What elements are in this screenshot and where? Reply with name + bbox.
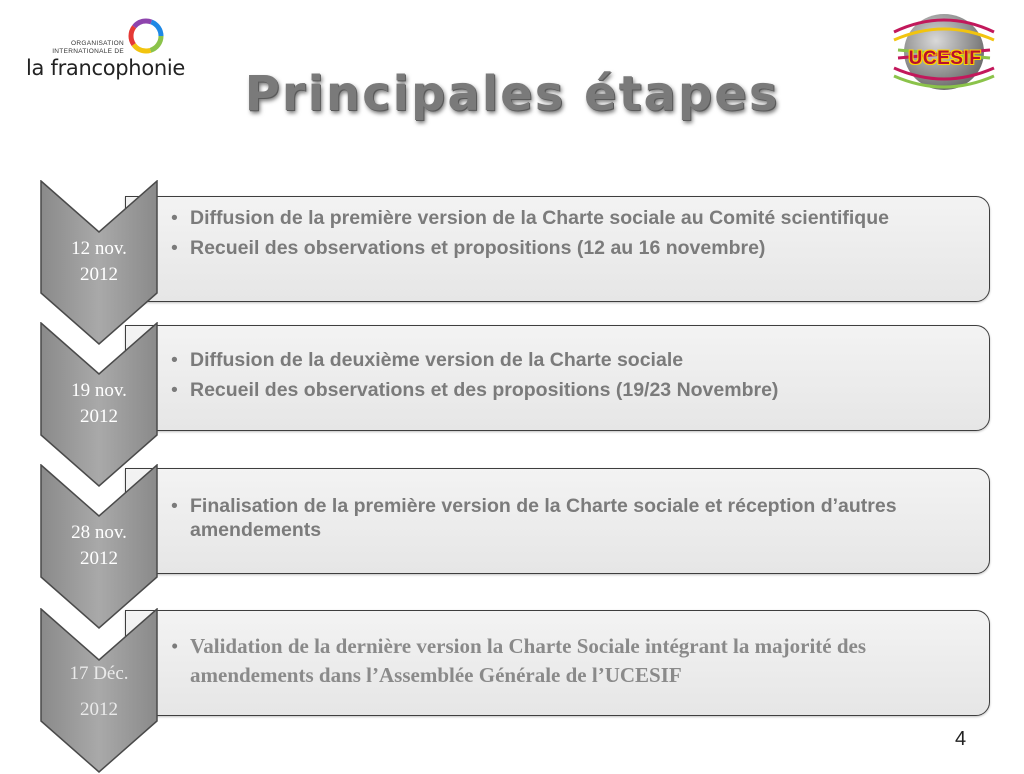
logo-text-internationale: INTERNATIONALE DE — [52, 48, 124, 55]
step-date — [40, 656, 158, 728]
ucesif-logo-text: UCESIF — [908, 48, 982, 69]
logo-text-francophonie: la francophonie — [26, 56, 186, 80]
step-date-day: 17 Déc. — [69, 663, 129, 684]
step-date-year: 2012 — [80, 406, 118, 427]
step-date-day: 28 nov. — [71, 522, 127, 543]
step-item-list — [168, 348, 968, 408]
page-number: 4 — [955, 728, 967, 750]
step-date-day: 19 nov. — [71, 380, 127, 401]
step-date — [40, 520, 158, 572]
step-item-list — [168, 494, 908, 548]
step-item-list — [168, 206, 968, 266]
step-date — [40, 378, 158, 430]
step-item: • Validation de la dernière version la Charte Sociale intégrant la majorité des amendements dans l’Assemblée Générale de l’UCESIF — [168, 632, 983, 690]
logo-text-organisation: ORGANISATION — [71, 40, 124, 47]
francophonie-ring-icon — [126, 16, 166, 56]
step-item: • Diffusion de la deuxième version de la Charte sociale — [168, 348, 968, 372]
step-date-year: 2012 — [80, 264, 118, 285]
step-date-year: 2012 — [80, 548, 118, 569]
step-date-day: 12 nov. — [71, 238, 127, 259]
step-date — [40, 236, 158, 288]
step-item: • Diffusion de la première version de la Charte sociale au Comité scientifique — [168, 206, 968, 230]
step-date-year: 2012 — [80, 699, 118, 720]
page-title: Principales étapes — [244, 66, 780, 122]
step-item-list — [168, 632, 983, 696]
step-item: • Recueil des observations et des propositions (19/23 Novembre) — [168, 378, 968, 402]
step-item: • Recueil des observations et propositions (12 au 16 novembre) — [168, 236, 968, 260]
step-item: • Finalisation de la première version de la Charte sociale et réception d’autres amendements — [168, 494, 908, 542]
